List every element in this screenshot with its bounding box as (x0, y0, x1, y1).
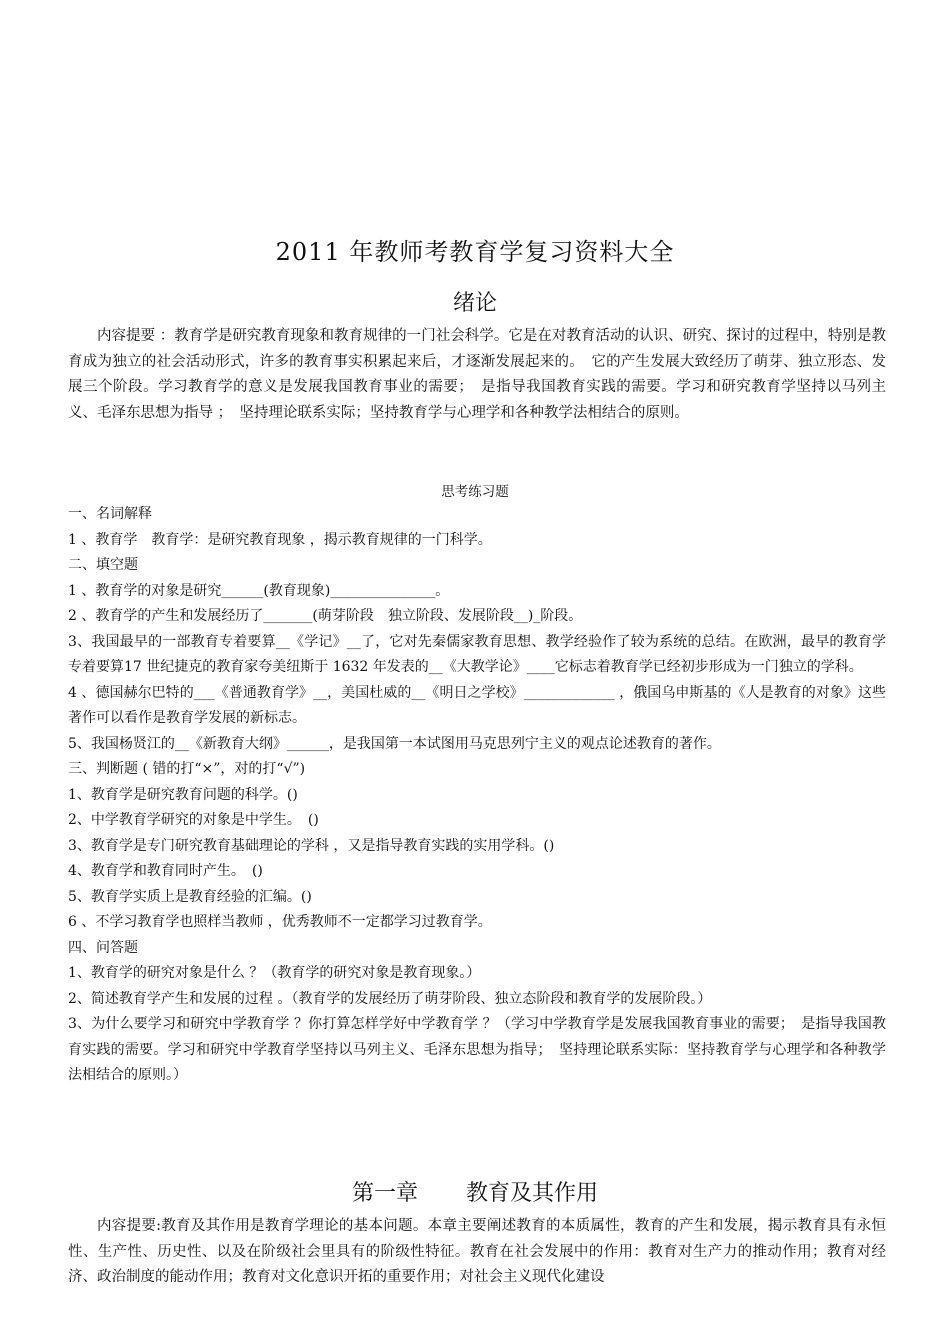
exercise-line: 3、为什么要学习和研究中学教育学 ？你打算怎样学好中学教育学 ？（学习中学教育学是发展我国教育事业的需要； 是指导我国教育实践的需要。学习和研究中学教育学坚持以马列主义、毛泽东思想为指导； 坚持理论联系实际：坚持教育学与心理学和各种教学法相结合的原则。） (68, 1016, 886, 1083)
exercise-line: 三、判断题 ( 错的打“×”，对的打“√”) (68, 761, 306, 777)
intro-heading: 绪论 (452, 291, 497, 316)
exercise-line: 4 、德国赫尔巴特的___《普通教育学》__，美国杜威的__《明日之学校》_____________ ，俄国乌申斯基的《人是教育的对象》这些著作可以看作是教育学发展的新标志。 (68, 684, 886, 726)
chapter-name: 教育及其作用 (466, 1181, 599, 1206)
exercise-line: 二、填空题 (68, 557, 138, 573)
exercise-line: 3、我国最早的一部教育专着要算__《学记》__了，它对先秦儒家教育思想、教学经验作了较为系统的总结。在欧洲，最早的教育学专着要算17 世纪捷克的教育家夸美纽斯于 1632 年发表的__《大教学论》____它标志着教育学已经初步形成为一门独立的学科。 (68, 633, 886, 675)
exercise-line: 一、名词解释 (68, 506, 152, 522)
exercise-line: 2、中学教育学研究的对象是中学生。 () (68, 812, 319, 828)
exercise-line: 1、教育学是研究教育问题的科学。() (68, 786, 298, 803)
exercise-line: 5、我国杨贤江的__《新教育大纲》______，是我国第一本试图用马克思列宁主义的观点论述教育的著作。 (68, 735, 721, 752)
exercise-line: 5、教育学实质上是教育经验的汇编。() (68, 888, 312, 905)
exercise-line: 四、问答题 (68, 939, 138, 956)
chapter-heading (0, 1176, 950, 1207)
document-title: 2011 年教师考教育学复习资料大全 (275, 238, 675, 266)
exercise-line: 2 、教育学的产生和发展经历了_______(萌芽阶段 独立阶段、发展阶段__)_阶段。 (68, 608, 583, 624)
exercise-line: 1 、教育学的对象是研究______(教育现象)_______________。 (68, 582, 450, 599)
exercise-list (68, 502, 886, 1089)
exercises-heading: 思考练习题 (441, 484, 509, 500)
exercise-line: 3、教育学是专门研究教育基础理论的学科 ，又是指导教育实践的实用学科。() (68, 837, 555, 854)
chapter-number: 第一章 (351, 1181, 418, 1206)
exercise-line: 2、简述教育学产生和发展的过程 。（教育学的发展经历了萌芽阶段、独立态阶段和教育学的发展阶段。） (68, 990, 712, 1007)
exercise-line: 4、教育学和教育同时产生。 () (68, 863, 263, 879)
exercise-line: 1 、教育学 教育学：是研究教育现象 ，揭示教育规律的一门科学。 (68, 531, 492, 548)
chapter-summary: 内容提要:教育及其作用是教育学理论的基本问题。本章主要阐述教育的本质属性，教育的产生和发展，揭示教育具有永恒性、生产性、历史性、以及在阶级社会里具有的阶级性特征。教育在社会发展中的作用：教育对生产力的推动作用；教育对经济、政治制度的能动作用；教育对文化意识开拓的重要作用；对社会主义现代化建设 (68, 1218, 886, 1285)
exercise-line: 6 、不学习教育学也照样当教师 ，优秀教师不一定都学习过教育学。 (68, 914, 492, 930)
intro-summary: 内容提要 ：教育学是研究教育现象和教育规律的一门社会科学。它是在对教育活动的认识、研究、探讨的过程中，特别是教育成为独立的社会活动形式，许多的教育事实积累起来后，才逐渐发展起来的。 它的产生发展大致经历了萌芽、独立形态、发展三个阶段。学习教育学的意义是发展我国教育事业的需要； 是指导我国教育实践的需要。学习和研究教育学坚持以马列主义、毛泽东思想为指导 ； 坚持理论联系实际；坚持教育学与心理学和各种教学法相结合的原则。 (68, 328, 886, 421)
exercise-line: 1、教育学的研究对象是什么 ？（教育学的研究对象是教育现象。） (68, 965, 481, 981)
